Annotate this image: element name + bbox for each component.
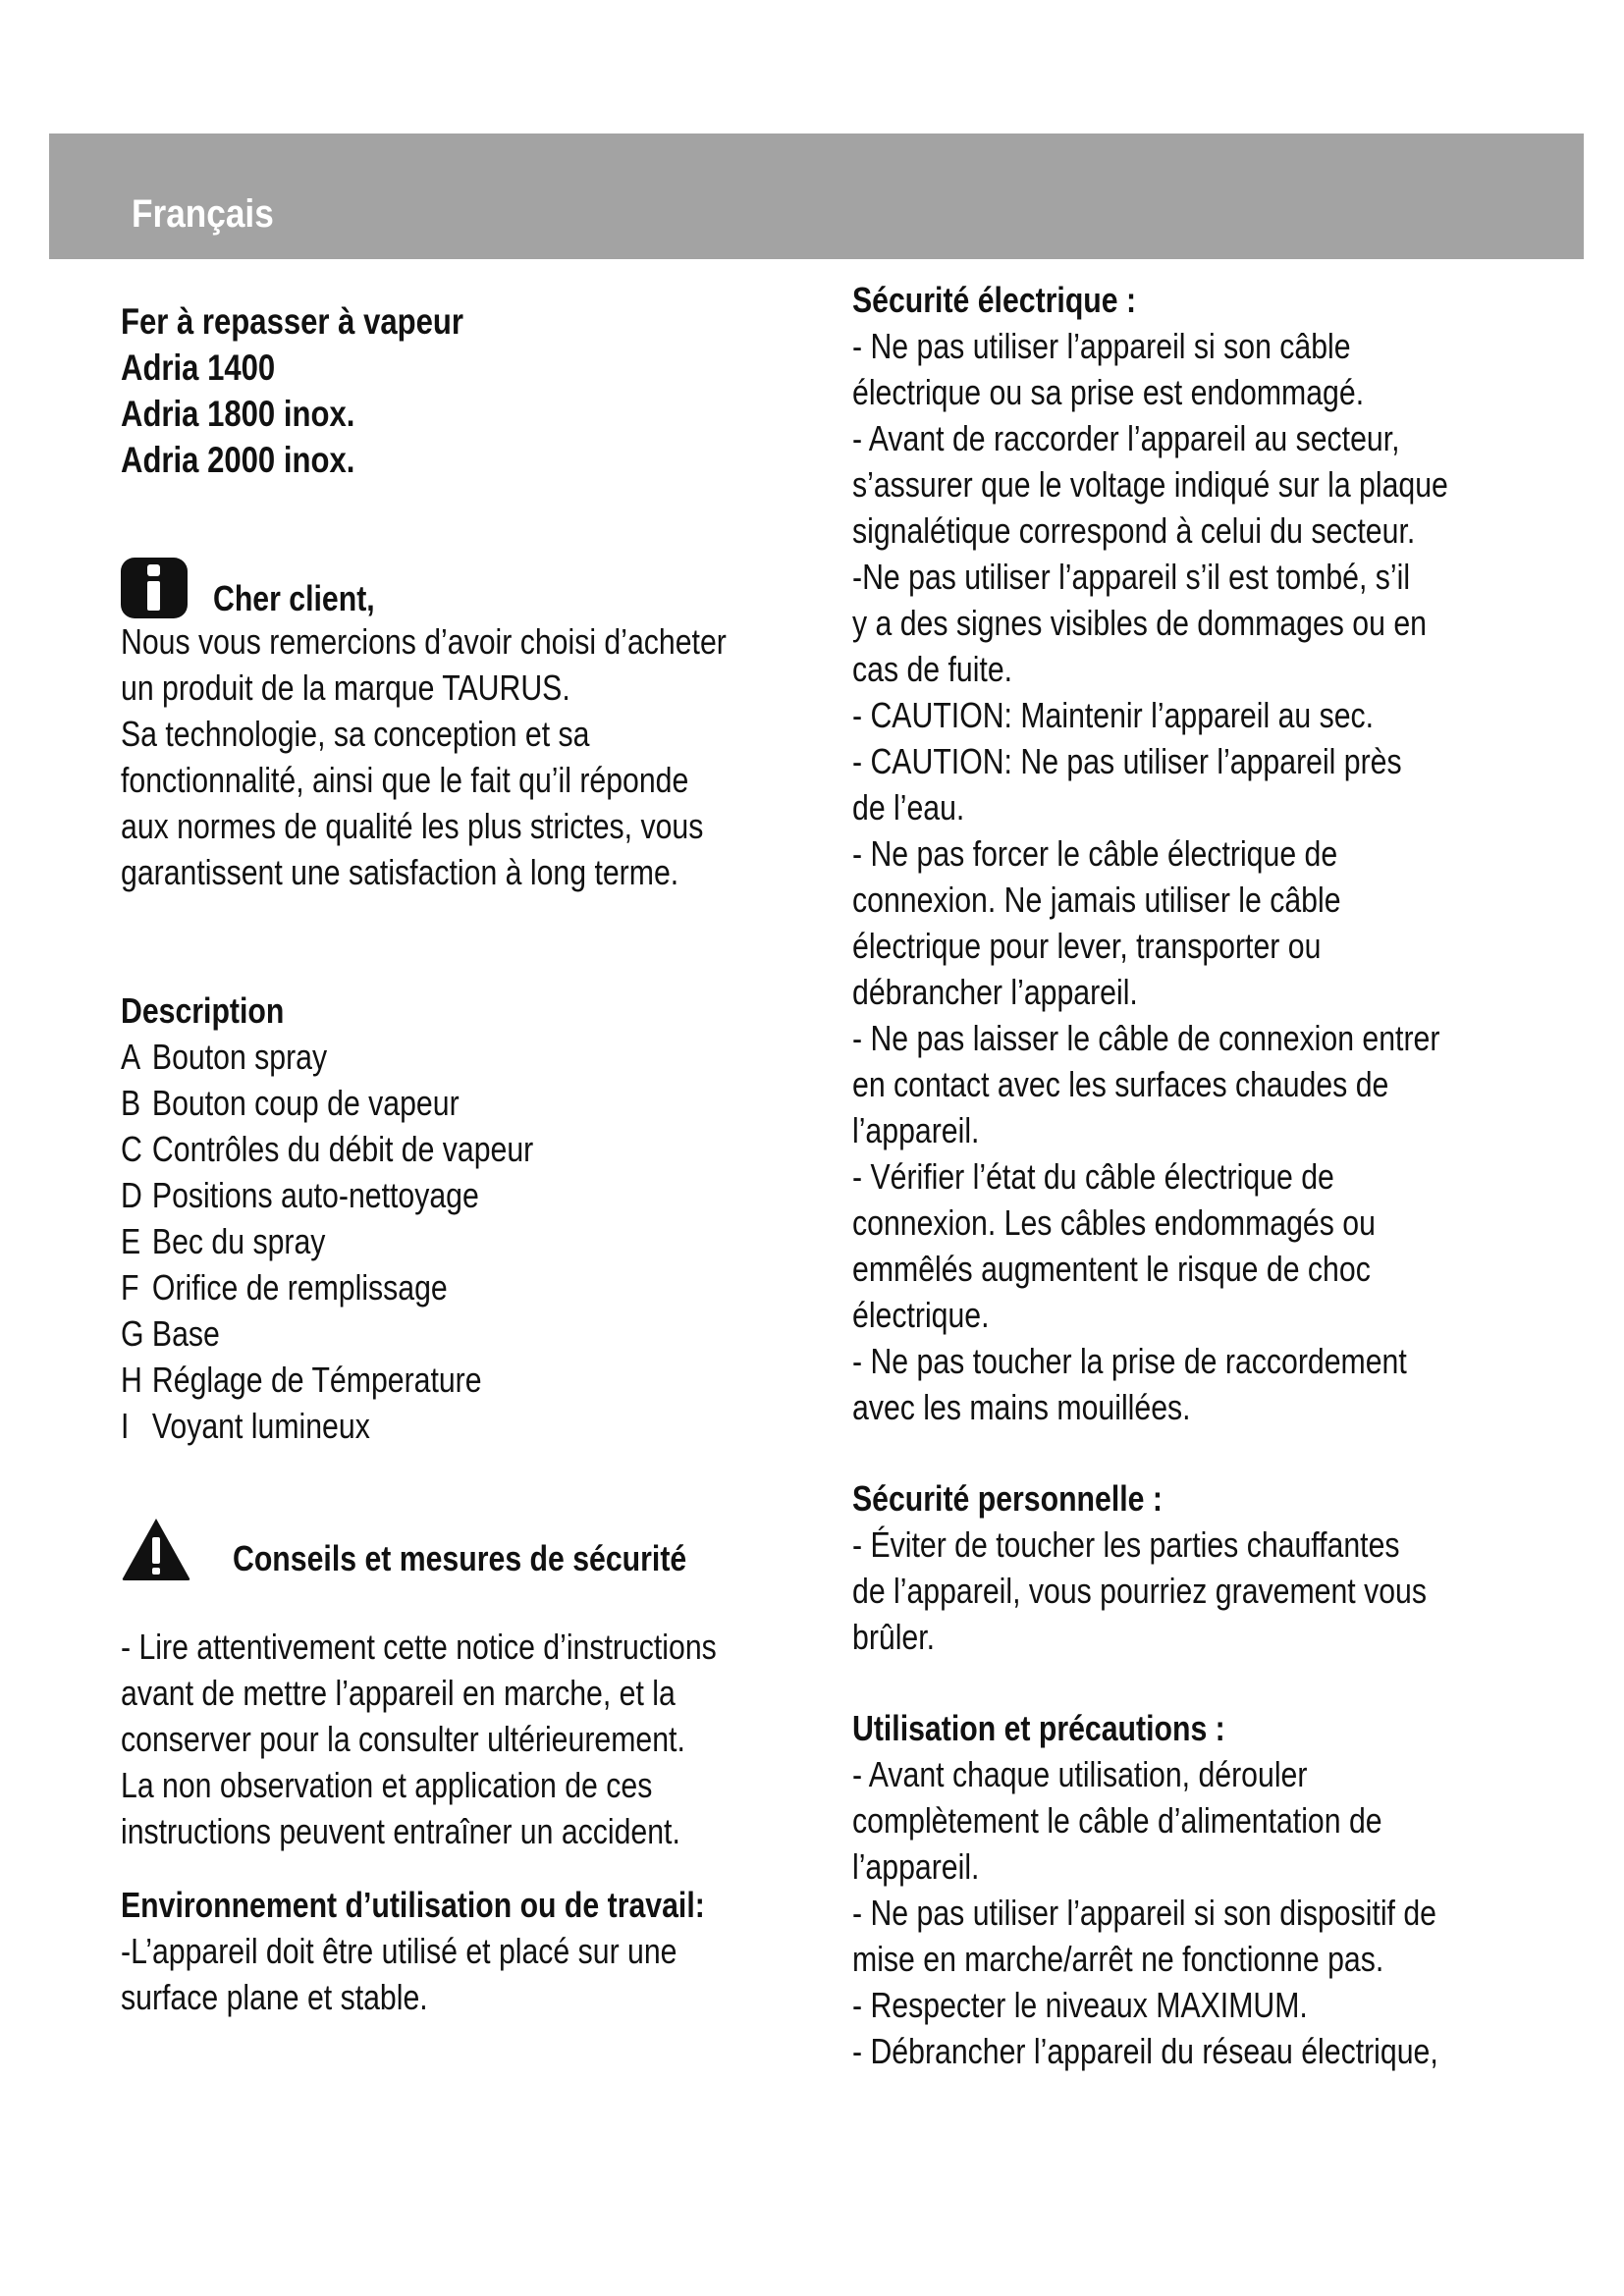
intro-line: Sa technologie, sa conception et sa (121, 714, 590, 754)
list-item: I Voyant lumineux (121, 1406, 370, 1446)
electrical-line: - CAUTION: Maintenir l’appareil au sec. (852, 695, 1375, 735)
usage-precautions-heading: Utilisation et précautions : (852, 1708, 1225, 1748)
safety-line: - Lire attentivement cette notice d’instructions (121, 1627, 717, 1667)
product-title (121, 298, 828, 483)
list-item: F Orifice de remplissage (121, 1267, 448, 1308)
electrical-line: emmêlés augmentent le risque de choc (852, 1249, 1371, 1289)
usage-line: - Avant chaque utilisation, dérouler (852, 1754, 1308, 1794)
electrical-line: de l’eau. (852, 787, 965, 828)
description-list (121, 1034, 828, 1449)
safety-heading-row (121, 1512, 828, 1582)
description-heading: Description (121, 990, 285, 1031)
electrical-line: électrique ou sa prise est endommagé. (852, 372, 1365, 412)
safety-line: La non observation et application de ces (121, 1765, 653, 1805)
greeting-row (121, 558, 828, 618)
environment-heading: Environnement d’utilisation ou de travail: (121, 1885, 705, 1925)
usage-precautions-paragraph (852, 1751, 1559, 2074)
usage-line: - Débrancher l’appareil du réseau électrique, (852, 2031, 1438, 2071)
language-header-bar (49, 133, 1584, 259)
electrical-line: l’appareil. (852, 1110, 980, 1150)
personal-safety-heading: Sécurité personnelle : (852, 1478, 1163, 1519)
safety-paragraph (121, 1624, 828, 1854)
electrical-line: connexion. Les câbles endommagés ou (852, 1202, 1376, 1243)
personal-safety-paragraph (852, 1522, 1559, 1660)
product-line: Adria 1800 inox. (121, 394, 355, 434)
electrical-line: -Ne pas utiliser l’appareil s’il est tombé, s’il (852, 557, 1411, 597)
safety-line: avant de mettre l’appareil en marche, et la (121, 1673, 676, 1713)
environment-line: surface plane et stable. (121, 1977, 428, 2017)
personal-line: brûler. (852, 1617, 936, 1657)
usage-line: - Ne pas utiliser l’appareil si son dispositif de (852, 1893, 1436, 1933)
electrical-line: y a des signes visibles de dommages ou en (852, 603, 1427, 643)
list-item: A Bouton spray (121, 1037, 328, 1077)
electrical-line: avec les mains mouillées. (852, 1387, 1191, 1427)
electrical-line: cas de fuite. (852, 649, 1013, 689)
usage-line: complètement le câble d’alimentation de (852, 1800, 1382, 1841)
product-line: Adria 1400 (121, 347, 276, 388)
usage-line: mise en marche/arrêt ne fonctionne pas. (852, 1939, 1384, 1979)
intro-line: fonctionnalité, ainsi que le fait qu’il réponde (121, 760, 689, 800)
right-column (852, 277, 1559, 2074)
warning-icon (121, 1516, 191, 1582)
list-item: H Réglage de Témperature (121, 1360, 482, 1400)
safety-heading: Conseils et mesures de sécurité (233, 1538, 687, 1578)
electrical-line: s’assurer que le voltage indiqué sur la plaque (852, 464, 1448, 505)
usage-line: - Respecter le niveaux MAXIMUM. (852, 1985, 1308, 2025)
language-title: Français (132, 192, 274, 236)
list-item: E Bec du spray (121, 1221, 326, 1261)
environment-line: -L’appareil doit être utilisé et placé sur une (121, 1931, 677, 1971)
product-line: Fer à repasser à vapeur (121, 301, 464, 342)
electrical-line: - Vérifier l’état du câble électrique de (852, 1156, 1334, 1197)
electrical-line: électrique. (852, 1295, 990, 1335)
list-item: D Positions auto-nettoyage (121, 1175, 479, 1215)
safety-line: instructions peuvent entraîner un accident. (121, 1811, 680, 1851)
electrical-line: - Ne pas laisser le câble de connexion entrer (852, 1018, 1440, 1058)
list-item: B Bouton coup de vapeur (121, 1083, 460, 1123)
intro-line: aux normes de qualité les plus strictes, vous (121, 806, 704, 846)
electrical-safety-paragraph (852, 323, 1559, 1430)
greeting: Cher client, (213, 578, 375, 618)
left-column (121, 298, 828, 2020)
list-item: G Base (121, 1313, 220, 1354)
list-item: C Contrôles du débit de vapeur (121, 1129, 534, 1169)
info-icon (121, 558, 188, 618)
electrical-line: - CAUTION: Ne pas utiliser l’appareil près (852, 741, 1402, 781)
electrical-line: - Ne pas utiliser l’appareil si son câble (852, 326, 1351, 366)
electrical-line: signalétique correspond à celui du secteur. (852, 510, 1416, 551)
electrical-line: connexion. Ne jamais utiliser le câble (852, 880, 1341, 920)
environment-paragraph (121, 1928, 828, 2020)
electrical-line: en contact avec les surfaces chaudes de (852, 1064, 1389, 1104)
electrical-line: électrique pour lever, transporter ou (852, 926, 1322, 966)
electrical-line: débrancher l’appareil. (852, 972, 1138, 1012)
intro-paragraph (121, 618, 828, 895)
intro-line: garantissent une satisfaction à long terme. (121, 852, 679, 892)
electrical-line: - Avant de raccorder l’appareil au secteur, (852, 418, 1400, 458)
usage-line: l’appareil. (852, 1846, 980, 1887)
safety-line: conserver pour la consulter ultérieurement. (121, 1719, 685, 1759)
intro-line: un produit de la marque TAURUS. (121, 667, 570, 708)
intro-line: Nous vous remercions d’avoir choisi d’acheter (121, 621, 727, 662)
personal-line: - Éviter de toucher les parties chauffantes (852, 1524, 1400, 1565)
personal-line: de l’appareil, vous pourriez gravement vous (852, 1571, 1427, 1611)
electrical-line: - Ne pas toucher la prise de raccordement (852, 1341, 1407, 1381)
electrical-line: - Ne pas forcer le câble électrique de (852, 833, 1338, 874)
product-line: Adria 2000 inox. (121, 440, 355, 480)
electrical-safety-heading: Sécurité électrique : (852, 280, 1137, 320)
